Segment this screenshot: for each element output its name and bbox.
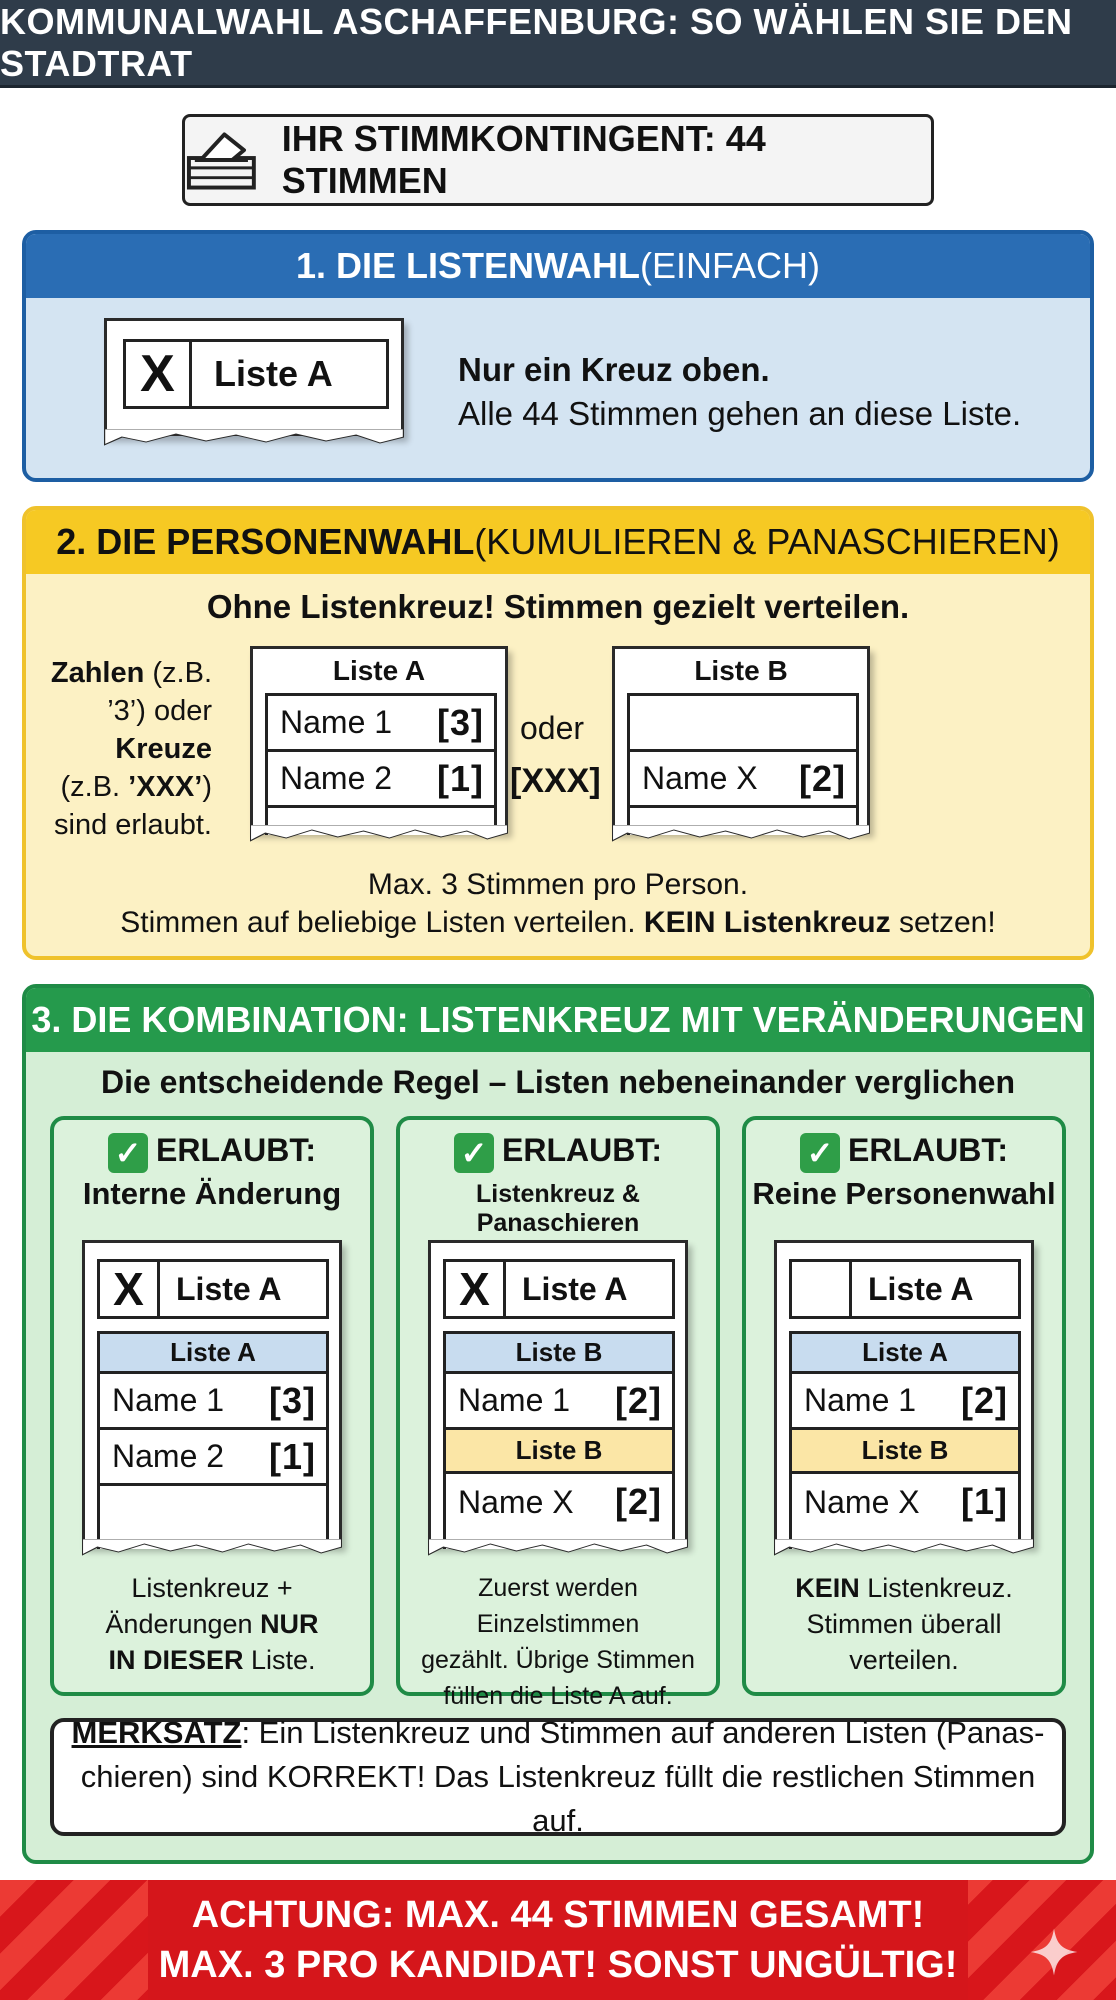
caption-line: füllen die Liste A auf. bbox=[443, 1682, 673, 1710]
candidate-row bbox=[100, 1374, 326, 1430]
candidate-table bbox=[789, 1331, 1021, 1549]
note-example-2: ’3’) oder bbox=[107, 695, 212, 727]
note-example-1: (z.B. bbox=[144, 657, 212, 689]
distribute-end: setzen! bbox=[890, 906, 996, 939]
section-3-title: 3. DIE KOMBINATION: LISTENKREUZ MIT VERÄNDERUNGEN bbox=[31, 999, 1085, 1040]
candidate-row bbox=[100, 1430, 326, 1486]
caption-line: Listenkreuz. bbox=[859, 1573, 1013, 1603]
rule-column-internal bbox=[50, 1116, 374, 1696]
torn-edge bbox=[612, 825, 870, 847]
candidate-votes: [1] bbox=[437, 757, 484, 799]
section-3-header bbox=[26, 988, 1090, 1052]
note-word-numbers: Zahlen bbox=[50, 657, 145, 689]
torn-edge bbox=[774, 1539, 1034, 1561]
merksatz-label: MERKSATZ bbox=[71, 1715, 242, 1750]
candidate-name: Name 1 bbox=[804, 1382, 917, 1418]
candidate-name: Name 1 bbox=[458, 1382, 571, 1418]
cross-mark: X bbox=[126, 342, 192, 406]
section-1-header bbox=[26, 234, 1090, 298]
ballot-box-icon bbox=[185, 128, 258, 192]
list-band: Liste B bbox=[446, 1334, 672, 1374]
section-1-title: 1. DIE LISTENWAHL bbox=[295, 245, 641, 286]
column-title: Interne Änderung bbox=[82, 1176, 342, 1211]
section-2-header bbox=[26, 510, 1090, 574]
no-list-cross: KEIN Listenkreuz bbox=[643, 906, 891, 939]
candidate-votes: [2] bbox=[615, 1379, 662, 1421]
caption-emphasis: NUR bbox=[260, 1609, 319, 1639]
torn-edge bbox=[104, 429, 404, 451]
ballot-paper bbox=[428, 1240, 688, 1546]
quota-text: IHR STIMMKONTINGENT: 44 STIMMEN bbox=[281, 118, 766, 201]
badge-label: ERLAUBT: bbox=[848, 1132, 1008, 1168]
note-example-xxx: ’XXX’ bbox=[128, 771, 203, 803]
rule-column-person-only bbox=[742, 1116, 1066, 1696]
section-2-title: 2. DIE PERSONENWAHL bbox=[56, 521, 475, 562]
candidate-votes: [2] bbox=[615, 1481, 662, 1522]
note-word-crosses: Kreuze bbox=[115, 733, 212, 765]
ballot-paper bbox=[104, 318, 404, 436]
candidate-votes: [3] bbox=[437, 701, 484, 743]
page-header bbox=[0, 0, 1116, 88]
candidate-votes: [1] bbox=[269, 1435, 316, 1477]
candidate-row bbox=[446, 1374, 672, 1430]
ballot-list-row bbox=[123, 339, 389, 409]
candidate-name: Name X bbox=[804, 1483, 920, 1520]
vote-quota-box bbox=[182, 114, 934, 206]
section-2-notes bbox=[26, 866, 1090, 942]
xxx-mark: [XXX] bbox=[510, 762, 601, 800]
oder-label: oder bbox=[520, 710, 585, 746]
list-vote-rule: Nur ein Kreuz oben. bbox=[458, 351, 770, 388]
ballot-paper bbox=[82, 1240, 342, 1546]
ballot-paper bbox=[774, 1240, 1034, 1546]
rule-column-panaschieren bbox=[396, 1116, 720, 1710]
note-paren: ) bbox=[202, 771, 212, 803]
ballot-list-row bbox=[97, 1259, 329, 1319]
note-example-3: (z.B. bbox=[60, 771, 129, 803]
column-title: Listenkreuz & Panaschieren bbox=[476, 1180, 640, 1237]
candidate-row bbox=[792, 1474, 1018, 1530]
candidate-name: Name 1 bbox=[280, 704, 393, 740]
checkmark-icon: ✓ bbox=[108, 1133, 148, 1173]
distribute-text: Stimmen auf beliebige Listen verteilen. bbox=[120, 906, 644, 939]
torn-edge bbox=[250, 825, 508, 847]
column-badge bbox=[746, 1132, 1062, 1173]
candidate-name: Name X bbox=[642, 760, 758, 796]
warning-line-1: ACHTUNG: MAX. 44 STIMMEN GESAMT! bbox=[191, 1894, 925, 1936]
distribute-note bbox=[26, 904, 1090, 942]
candidate-row bbox=[446, 1474, 672, 1530]
candidate-row bbox=[268, 752, 494, 808]
caption-line: Zuerst werden Einzelstimmen bbox=[476, 1574, 640, 1638]
merksatz-line-2: chieren) sind KORREKT! Das Listenkreuz füllt die restlichen Stimmen auf. bbox=[80, 1759, 1036, 1838]
max-votes-note: Max. 3 Stimmen pro Person. bbox=[367, 868, 749, 901]
column-badge bbox=[54, 1132, 370, 1173]
section-3-subtitle: Die entscheidende Regel – Listen nebeneinander verglichen bbox=[100, 1064, 1016, 1100]
caption-line: Listenkreuz + bbox=[131, 1573, 293, 1603]
candidate-name: Name 1 bbox=[112, 1382, 225, 1418]
warning-text bbox=[148, 1880, 968, 2000]
column-badge bbox=[400, 1132, 716, 1173]
section-2-title-suffix: (KUMULIEREN & PANASCHIEREN) bbox=[474, 521, 1060, 562]
ballot-paper-liste-a bbox=[250, 646, 508, 832]
candidate-votes: [2] bbox=[799, 757, 846, 799]
candidate-row bbox=[792, 1374, 1018, 1430]
candidate-name: Name X bbox=[458, 1483, 574, 1520]
candidate-table bbox=[627, 693, 859, 835]
checkmark-icon: ✓ bbox=[800, 1133, 840, 1173]
cross-mark: X bbox=[446, 1262, 506, 1316]
badge-label: ERLAUBT: bbox=[156, 1132, 316, 1168]
torn-edge bbox=[428, 1539, 688, 1561]
candidate-votes: [3] bbox=[269, 1379, 316, 1421]
candidate-votes: [2] bbox=[961, 1379, 1008, 1421]
section-person-vote bbox=[22, 506, 1094, 960]
warning-banner bbox=[0, 1880, 1116, 2000]
checkmark-icon: ✓ bbox=[454, 1133, 494, 1173]
merksatz-text bbox=[70, 1711, 1046, 1843]
list-vote-detail: Alle 44 Stimmen gehen an diese Liste. bbox=[458, 395, 1022, 432]
torn-edge bbox=[82, 1539, 342, 1561]
ballot-list-label: Liste A bbox=[522, 1270, 628, 1307]
badge-label: ERLAUBT: bbox=[502, 1132, 662, 1168]
list-vote-explanation bbox=[458, 348, 1078, 436]
column-caption bbox=[754, 1570, 1054, 1678]
sparkle-icon bbox=[1028, 1926, 1080, 1978]
list-band: Liste A bbox=[792, 1334, 1018, 1374]
page-title: KOMMUNALWAHL ASCHAFFENBURG: SO WÄHLEN SIE DEN STADTRAT bbox=[0, 0, 1073, 84]
ballot-list-row bbox=[789, 1259, 1021, 1319]
allowed-marks-note bbox=[36, 654, 212, 844]
cross-mark: X bbox=[100, 1262, 160, 1316]
ballot-list-label: Liste A bbox=[176, 1270, 282, 1307]
section-1-title-suffix: (EINFACH) bbox=[640, 245, 821, 286]
section-2-subtitle: Ohne Listenkreuz! Stimmen gezielt verteilen. bbox=[206, 588, 910, 625]
candidate-table bbox=[443, 1331, 675, 1549]
list-band: Liste B bbox=[446, 1430, 672, 1474]
candidate-table bbox=[265, 693, 497, 835]
candidate-row bbox=[630, 752, 856, 808]
candidate-table bbox=[97, 1331, 329, 1549]
candidate-row bbox=[268, 696, 494, 752]
candidate-name: Name 2 bbox=[112, 1438, 225, 1474]
ballot-paper-liste-b bbox=[612, 646, 870, 832]
ballot-paper-title: Liste B bbox=[694, 655, 788, 686]
list-band: Liste A bbox=[100, 1334, 326, 1374]
ballot-list-label: Liste A bbox=[868, 1270, 974, 1307]
ballot-list-row bbox=[443, 1259, 675, 1319]
note-allowed: sind erlaubt. bbox=[54, 809, 212, 841]
warning-line-2: MAX. 3 PRO KANDIDAT! SONST UNGÜLTIG! bbox=[158, 1944, 958, 1986]
caption-line: verteilen. bbox=[849, 1645, 959, 1675]
merksatz-line-1: : Ein Listenkreuz und Stimmen auf anderen Listen (Panas- bbox=[241, 1715, 1045, 1750]
section-list-vote bbox=[22, 230, 1094, 482]
caption-emphasis: KEIN bbox=[795, 1573, 860, 1603]
ballot-paper-title: Liste A bbox=[332, 655, 426, 686]
column-caption bbox=[62, 1570, 362, 1678]
empty-row bbox=[630, 696, 856, 752]
candidate-votes: [1] bbox=[961, 1481, 1008, 1522]
caption-line: Liste. bbox=[243, 1645, 316, 1675]
caption-emphasis: IN DIESER bbox=[108, 1645, 244, 1675]
column-title: Reine Personenwahl bbox=[752, 1176, 1056, 1211]
column-caption bbox=[408, 1570, 708, 1714]
candidate-name: Name 2 bbox=[280, 760, 393, 796]
caption-line: gezählt. Übrige Stimmen bbox=[421, 1646, 695, 1674]
list-band: Liste B bbox=[792, 1430, 1018, 1474]
caption-line: Stimmen überall bbox=[806, 1609, 1002, 1639]
caption-line: Änderungen bbox=[105, 1609, 261, 1639]
merksatz-box bbox=[50, 1715, 1066, 1838]
ballot-list-label: Liste A bbox=[214, 353, 333, 394]
empty-cross-box bbox=[792, 1262, 852, 1316]
